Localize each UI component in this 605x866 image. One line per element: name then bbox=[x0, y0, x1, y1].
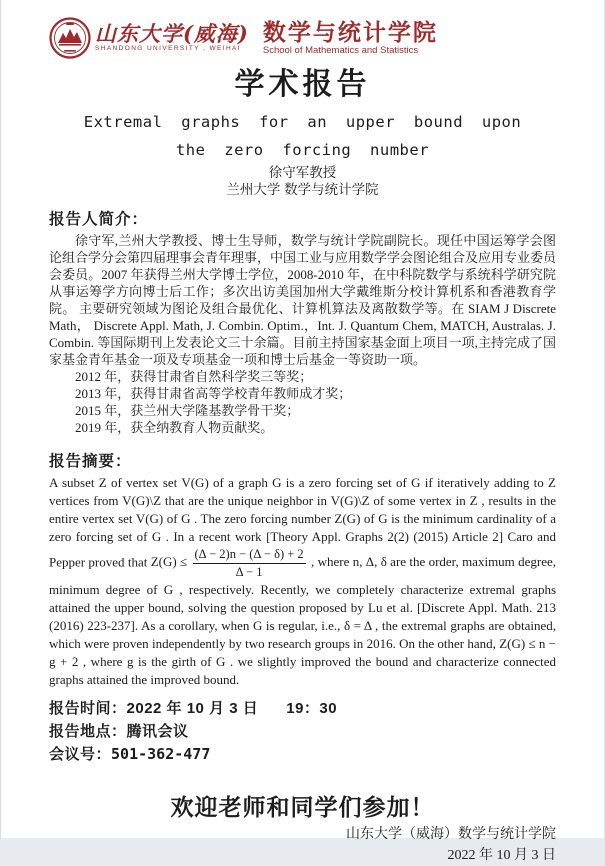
abstract-text-lead: A subset Z of vertex set V(G) of a graph G is a zero forcing set of G if iteratively adding to Z vertices from V(G)\Z that are the unique neighbor in V(G)\Z of some vertex in Z , results in the entire vertex set V(G) of G . The zero forcing number Z(G) of G is the minimum cardinality of a zero forcing set of G . In a recent work [Theory Appl. Graphs 2(2) (2015) Article 2] Caro and Pepper proved that bbox=[49, 475, 556, 570]
abstract-text-rest: respectively. Recently, we completely characterize extremal graphs attained the upper bound, solving the question proposed by Lu et al. [Discrete Appl. Math. 213 (2016) 223-237]. As a corollary, when G is regular, i.e., δ = Δ , the extremal graphs are obtained, which were proven independently by two research groups in 2016. On the other hand, Z(G) ≤ n − g + 2 , where g is the girth of G . we slightly improved the bound and characterize connected graphs attained the improved bound. bbox=[49, 582, 557, 687]
meeting-id-value: 501-362-477 bbox=[111, 745, 211, 763]
speaker-name: 徐守军教授 bbox=[268, 165, 337, 180]
meeting-id bbox=[49, 743, 556, 766]
school-name-block bbox=[262, 18, 438, 56]
formula-denominator: Δ − 1 bbox=[235, 565, 263, 579]
university-name-en: SHANDONG UNIVERSITY , WEIHAI bbox=[95, 45, 241, 53]
bio-paragraph: 徐守军,兰州大学教授、博士生导师，数学与统计学院副院长。现任中国运筹学会图论组合学分会第四届理事会青年理事，中国工业与应用数学学会图论组合及应用专业委员会委员。2007 年获得兰州大学博士学位，2008-2010 年，在中科院数学与系统科学研究院从事运筹学方向博士后工作；多次出访美国加州大学戴维斯分校计算机系和香港教育学院。 主要研究领域为图论及组合最优化、计算机算法及离散数学等。在 SIAM J Discrete Math， Discrete Appl. Math, J. Combin. Optim.，Int. J. Quantum Chem, MATCH, Australas. J. Combin. 等国际期刊上发表论文三十余篇。目前主持国家基金面上项目一项,主持完成了国家基金青年基金一项及专项基金一项和博士后基金一等资助一项。 bbox=[49, 233, 557, 367]
formula-lhs: Z(G) ≤ bbox=[150, 554, 191, 570]
meta-block bbox=[49, 697, 556, 766]
school-name-en: School of Mathematics and Statistics bbox=[262, 44, 419, 56]
award-item: 2015 年，获兰州大学隆基教学骨干奖； bbox=[75, 403, 300, 418]
university-seal-icon bbox=[49, 17, 91, 59]
talk-venue-label: 报告地点： bbox=[49, 723, 127, 740]
award-item: 2012 年，获得甘肃省自然科学奖三等奖； bbox=[75, 369, 313, 384]
bio-section-heading: 报告人简介： bbox=[49, 211, 149, 228]
date-line: 2022 年 10 月 3 日 bbox=[447, 848, 556, 863]
talk-time bbox=[49, 697, 556, 720]
university-name-cn: 山东大学(威海) bbox=[95, 21, 249, 47]
formula-numerator: (Δ − 2)n − (Δ − δ) + 2 bbox=[193, 547, 306, 564]
talk-time-value: 2022 年 10 月 3 日 bbox=[126, 700, 259, 717]
talk-title-line2: the zero forcing number bbox=[175, 141, 430, 159]
award-item: 2019 年，获全纳教育人物贡献奖。 bbox=[75, 420, 274, 435]
talk-venue bbox=[49, 720, 556, 743]
talk-time-label: 报告时间： bbox=[49, 700, 127, 717]
formula-fraction bbox=[193, 547, 306, 580]
meeting-id-label: 会议号： bbox=[49, 746, 112, 763]
abstract-paragraph bbox=[49, 474, 556, 689]
header bbox=[49, 14, 556, 62]
formula-tail: , where n, Δ, δ are the order, maximum degree, minimum degree of G , bbox=[49, 554, 557, 597]
university-logo bbox=[49, 17, 249, 59]
university-name-block bbox=[95, 23, 249, 53]
welcome-message: 欢迎老师和同学们参加！ bbox=[170, 794, 435, 820]
signature-line: 山东大学（威海）数学与统计学院 bbox=[346, 827, 556, 842]
talk-venue-value: 腾讯会议 bbox=[126, 723, 189, 740]
speaker-affiliation: 兰州大学 数学与统计学院 bbox=[226, 182, 379, 197]
award-item: 2013 年，获得甘肃省高等学校青年教师成才奖； bbox=[75, 386, 352, 401]
abstract-section-heading: 报告摘要： bbox=[49, 453, 132, 470]
talk-title-line1: Extremal graphs for an upper bound upon bbox=[83, 113, 522, 131]
school-name-cn: 数学与统计学院 bbox=[262, 18, 438, 45]
page-title: 学术报告 bbox=[234, 68, 371, 101]
talk-time-clock: 19：30 bbox=[286, 700, 338, 717]
